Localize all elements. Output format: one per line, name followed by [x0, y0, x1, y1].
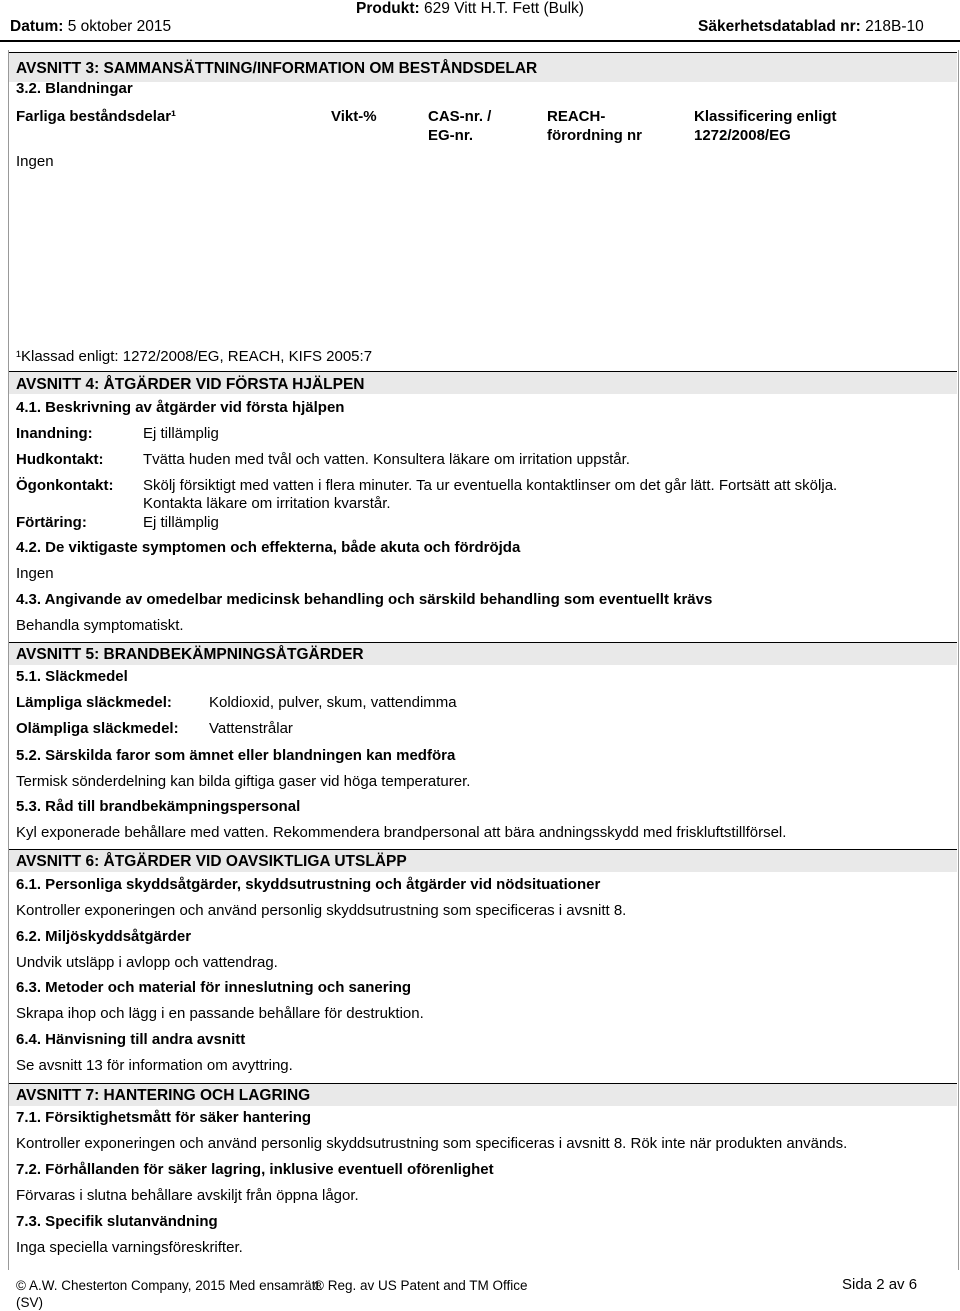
- unsuitable-media-label: Olämpliga släckmedel:: [16, 720, 179, 737]
- header-rule: [0, 40, 960, 42]
- subsection-7-1: 7.1. Försiktighetsmått för säker hantering: [16, 1109, 312, 1126]
- ingestion-label: Förtäring:: [16, 514, 87, 531]
- storage-text: Förvaras i slutna behållare avskiljt från öppna lågor.: [16, 1187, 359, 1204]
- section-6-title: AVSNITT 6: ÅTGÄRDER VID OAVSIKTLIGA UTSLÄPP: [16, 853, 407, 870]
- subsection-4-3: 4.3. Angivande av omedelbar medicinsk behandling och särskild behandling som eventuellt krävs: [16, 591, 713, 608]
- footer-page-number: Sida 2 av 6: [842, 1276, 918, 1293]
- symptoms-text: Ingen: [16, 565, 54, 582]
- suitable-media-value: Koldioxid, pulver, skum, vattendimma: [209, 694, 457, 711]
- col-cas-nr: CAS-nr. /: [428, 108, 492, 125]
- safe-handling-text: Kontroller exponeringen och använd personlig skyddsutrustning som specificeras i avsnitt 8. Rök inte när produkten används.: [16, 1135, 848, 1152]
- section-5-title: AVSNITT 5: BRANDBEKÄMPNINGSÅTGÄRDER: [16, 646, 364, 663]
- subsection-6-2: 6.2. Miljöskyddsåtgärder: [16, 928, 192, 945]
- footer-language: (SV): [16, 1295, 43, 1310]
- footer-copyright: © A.W. Chesterton Company, 2015 Med ensamrätt.: [16, 1278, 323, 1293]
- inhalation-label: Inandning:: [16, 425, 93, 442]
- classification-footnote: ¹Klassad enligt: 1272/2008/EG, REACH, KIFS 2005:7: [16, 348, 373, 365]
- treatment-text: Behandla symptomatiskt.: [16, 617, 184, 634]
- eye-contact-value-1: Skölj försiktigt med vatten i flera minuter. Ta ur eventuella kontaktlinser om det går lätt. Fortsätt att skölja.: [143, 477, 838, 494]
- subsection-5-2: 5.2. Särskilda faror som ämnet eller blandningen kan medföra: [16, 747, 456, 764]
- skin-contact-label: Hudkontakt:: [16, 451, 104, 468]
- unsuitable-media-value: Vattenstrålar: [209, 720, 293, 737]
- suitable-media-label: Lämpliga släckmedel:: [16, 694, 172, 711]
- environmental-precautions-text: Undvik utsläpp i avlopp och vattendrag.: [16, 954, 278, 971]
- col-classification: Klassificering enligt: [694, 108, 837, 125]
- col-eg-nr: EG-nr.: [428, 127, 474, 144]
- col-reach: REACH-: [547, 108, 606, 125]
- col-classification-reg: 1272/2008/EG: [694, 127, 791, 144]
- skin-contact-value: Tvätta huden med tvål och vatten. Konsultera läkare om irritation uppstår.: [143, 451, 630, 468]
- subsection-5-1: 5.1. Släckmedel: [16, 668, 128, 685]
- col-reach-nr: förordning nr: [547, 127, 642, 144]
- rule: [9, 52, 957, 53]
- frame-right: [958, 50, 959, 1270]
- col-weight-percent: Vikt-%: [331, 108, 377, 125]
- section-3-title: AVSNITT 3: SAMMANSÄTTNING/INFORMATION OM BESTÅNDSDELAR: [16, 60, 538, 77]
- containment-text: Skrapa ihop och lägg i en passande behållare för destruktion.: [16, 1005, 424, 1022]
- subsection-6-4: 6.4. Hänvisning till andra avsnitt: [16, 1031, 246, 1048]
- subsection-3-2: 3.2. Blandningar: [16, 80, 133, 97]
- components-row: Ingen: [16, 153, 54, 170]
- section-4-title: AVSNITT 4: ÅTGÄRDER VID FÖRSTA HJÄLPEN: [16, 376, 365, 393]
- footer-registration: ® Reg. av US Patent and TM Office: [314, 1278, 528, 1293]
- inhalation-value: Ej tillämplig: [143, 425, 219, 442]
- ingestion-value: Ej tillämplig: [143, 514, 219, 531]
- eye-contact-value-2: Kontakta läkare om irritation kvarstår.: [143, 495, 391, 512]
- subsection-7-3: 7.3. Specifik slutanvändning: [16, 1213, 218, 1230]
- firefighter-advice-text: Kyl exponerade behållare med vatten. Rekommendera brandpersonal att bära andningsskydd med friskluftstillförsel.: [16, 824, 787, 841]
- subsection-4-2: 4.2. De viktigaste symptomen och effekterna, både akuta och fördröjda: [16, 539, 521, 556]
- subsection-6-3: 6.3. Metoder och material för inneslutning och sanering: [16, 979, 412, 996]
- subsection-5-3: 5.3. Råd till brandbekämpningspersonal: [16, 798, 301, 815]
- reference-text: Se avsnitt 13 för information om avyttring.: [16, 1057, 293, 1074]
- special-hazards-text: Termisk sönderdelning kan bilda giftiga gaser vid höga temperaturer.: [16, 773, 471, 790]
- subsection-4-1: 4.1. Beskrivning av åtgärder vid första hjälpen: [16, 399, 345, 416]
- subsection-6-1: 6.1. Personliga skyddsåtgärder, skyddsutrustning och åtgärder vid nödsituationer: [16, 876, 601, 893]
- col-hazardous-components: Farliga beståndsdelar¹: [16, 108, 177, 125]
- header-sds-number: Säkerhetsdatablad nr: 218B-10: [698, 18, 924, 35]
- personal-precautions-text: Kontroller exponeringen och använd personlig skyddsutrustning som specificeras i avsnitt 8.: [16, 902, 627, 919]
- header-date: Datum: 5 oktober 2015: [10, 18, 172, 35]
- subsection-7-2: 7.2. Förhållanden för säker lagring, inklusive eventuell oförenlighet: [16, 1161, 494, 1178]
- eye-contact-label: Ögonkontakt:: [16, 477, 114, 494]
- section-7-title: AVSNITT 7: HANTERING OCH LAGRING: [16, 1087, 311, 1104]
- header-product: Produkt: 629 Vitt H.T. Fett (Bulk): [356, 0, 584, 17]
- end-use-text: Inga speciella varningsföreskrifter.: [16, 1239, 243, 1256]
